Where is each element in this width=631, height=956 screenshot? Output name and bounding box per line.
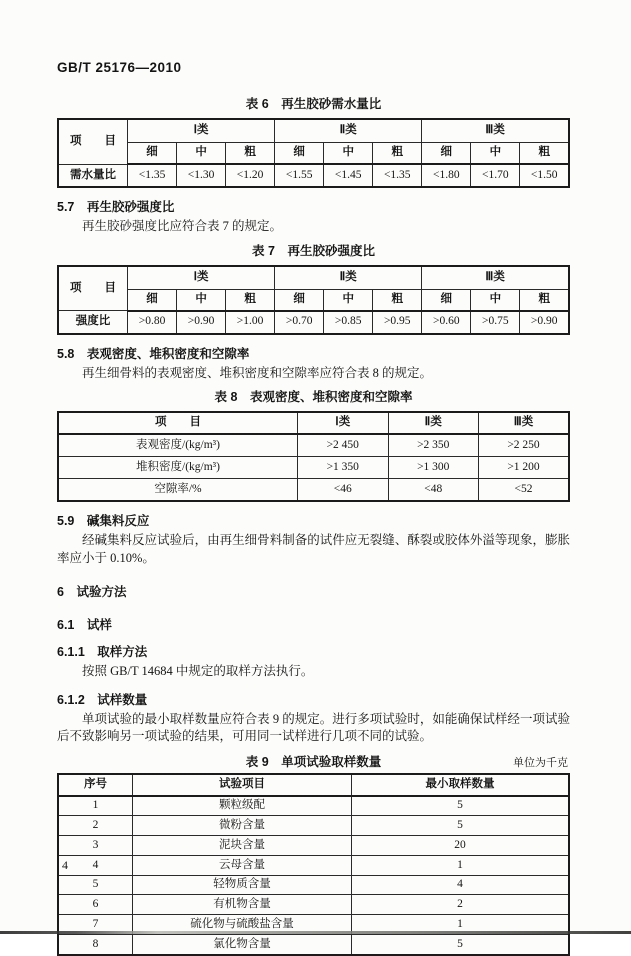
table-cell: 5 xyxy=(352,796,570,816)
table-row xyxy=(58,935,569,955)
table-cell: >1 350 xyxy=(298,457,389,479)
table6-title: 表 6 再生胶砂需水量比 xyxy=(245,97,382,111)
table-cell: 1 xyxy=(352,915,570,935)
table8-header-item: 项 目 xyxy=(58,412,298,434)
table-cell: >2 450 xyxy=(298,434,389,457)
table-cell: 5 xyxy=(352,935,570,955)
table6-grade-header: 细 xyxy=(275,143,324,165)
table9 xyxy=(57,773,570,956)
table6-grade-header: 中 xyxy=(177,143,226,165)
table-cell: 8 xyxy=(58,935,133,955)
table-cell: 硫化物与硫酸盐含量 xyxy=(133,915,352,935)
table7-title: 表 7 再生胶砂强度比 xyxy=(252,243,375,258)
table-cell: >2 250 xyxy=(479,434,570,457)
table7-item-header: 项 目 xyxy=(58,266,128,311)
table7-class-3: Ⅲ类 xyxy=(422,266,569,290)
table9-title: 表 9 单项试验取样数量 xyxy=(245,754,382,769)
table-row xyxy=(58,164,569,187)
table7-class-2: Ⅱ类 xyxy=(275,266,422,290)
table-cell: 泥块含量 xyxy=(133,836,352,856)
table7-grade-header: 粗 xyxy=(226,289,275,311)
table-cell: <46 xyxy=(298,479,389,502)
table7-grade-header: 细 xyxy=(275,289,324,311)
table7-grade-header: 中 xyxy=(177,289,226,311)
table-cell: 堆积密度/(kg/m³) xyxy=(58,457,298,479)
table8 xyxy=(57,411,570,502)
table-cell: <1.45 xyxy=(324,164,373,187)
scan-edge-artifact xyxy=(0,931,631,934)
table7-grade-header: 粗 xyxy=(373,289,422,311)
table8-header-class-3: Ⅲ类 xyxy=(479,412,570,434)
table6-grade-header: 细 xyxy=(128,143,177,165)
table-cell: >0.60 xyxy=(422,311,471,334)
table8-title: 表 8 表观密度、堆积密度和空隙率 xyxy=(214,390,413,404)
table-row xyxy=(58,457,569,479)
table-cell: <1.35 xyxy=(373,164,422,187)
table-cell: <1.30 xyxy=(177,164,226,187)
table-cell: 氯化物含量 xyxy=(133,935,352,955)
table8-header-class-2: Ⅱ类 xyxy=(388,412,479,434)
table-row xyxy=(58,311,569,334)
table-row xyxy=(58,479,569,502)
table-row xyxy=(58,836,569,856)
doc-number: GB/T 25176—2010 xyxy=(57,60,182,75)
section-heading-5-7: 5.7 再生胶砂强度比 xyxy=(57,200,175,214)
table9-caption-line xyxy=(57,752,570,768)
paragraph-5-7: 再生胶砂强度比应符合表 7 的规定。 xyxy=(82,219,283,233)
table7-class-1: Ⅰ类 xyxy=(128,266,275,290)
table7-grade-header: 细 xyxy=(128,289,177,311)
table-row xyxy=(58,796,569,816)
table-cell: 有机物含量 xyxy=(133,895,352,915)
table-cell: 5 xyxy=(352,816,570,836)
table6 xyxy=(57,118,570,188)
section-heading-5-8: 5.8 表观密度、堆积密度和空隙率 xyxy=(57,346,250,361)
table6-grade-header: 中 xyxy=(471,143,520,165)
table7-grade-header: 中 xyxy=(471,289,520,311)
table-row xyxy=(58,875,569,895)
table-cell: <1.55 xyxy=(275,164,324,187)
table-cell: 1 xyxy=(58,796,133,816)
table-cell: 3 xyxy=(58,836,133,856)
table-cell: <1.50 xyxy=(520,164,569,187)
paragraph-6-1-1: 按照 GB/T 14684 中规定的取样方法执行。 xyxy=(82,664,314,678)
table6-class-1: Ⅰ类 xyxy=(128,119,275,143)
section-heading-6: 6 试验方法 xyxy=(57,585,127,599)
table6-grade-header: 粗 xyxy=(373,143,422,165)
table6-class-2: Ⅱ类 xyxy=(275,119,422,143)
table-cell: 7 xyxy=(58,915,133,935)
section-heading-6-1: 6.1 试样 xyxy=(57,618,112,632)
table-cell: 空隙率/% xyxy=(58,479,298,502)
table6-grade-header: 粗 xyxy=(226,143,275,165)
table-cell: <48 xyxy=(388,479,479,502)
table-cell: 云母含量 xyxy=(133,855,352,875)
table9-header-no: 序号 xyxy=(58,774,133,796)
table-cell: <1.70 xyxy=(471,164,520,187)
paragraph-5-9: 经碱集料反应试验后，由再生细骨料制备的试件应无裂缝、酥裂或胶体外溢等现象，膨胀率应小于 0.10%。 xyxy=(57,533,570,565)
table6-row-label: 需水量比 xyxy=(58,164,128,187)
table9-header-qty: 最小取样数量 xyxy=(352,774,570,796)
table6-class-3: Ⅲ类 xyxy=(422,119,569,143)
table-cell: 20 xyxy=(352,836,570,856)
table-cell: 轻物质含量 xyxy=(133,875,352,895)
table-cell: >0.75 xyxy=(471,311,520,334)
table-cell: 1 xyxy=(352,855,570,875)
table-row xyxy=(58,816,569,836)
table-cell: >0.80 xyxy=(128,311,177,334)
table-cell: 2 xyxy=(58,816,133,836)
table7-row-label: 强度比 xyxy=(58,311,128,334)
table-cell: 4 xyxy=(58,855,133,875)
table-cell: >0.85 xyxy=(324,311,373,334)
table7-grade-header: 中 xyxy=(324,289,373,311)
table-cell: 2 xyxy=(352,895,570,915)
table-cell: >0.70 xyxy=(275,311,324,334)
table7-grade-header: 细 xyxy=(422,289,471,311)
table-cell: >0.90 xyxy=(177,311,226,334)
table-row xyxy=(58,434,569,457)
page-number: 4 xyxy=(62,858,68,872)
table9-header-item: 试验项目 xyxy=(133,774,352,796)
table8-header-class-1: Ⅰ类 xyxy=(298,412,389,434)
paragraph-6-1-2: 单项试验的最小取样数量应符合表 9 的规定。进行多项试验时，如能确保试样经一项试验后不致影响另一项试验的结果，可用同一试样进行几项不同的试验。 xyxy=(57,711,570,743)
table9-unit-note: 单位为千克 xyxy=(513,756,568,769)
table-cell: >0.90 xyxy=(520,311,569,334)
section-heading-5-9: 5.9 碱集料反应 xyxy=(57,514,150,528)
table-cell: >1 200 xyxy=(479,457,570,479)
table-cell: >1.00 xyxy=(226,311,275,334)
table-cell: 颗粒级配 xyxy=(133,796,352,816)
table-cell: >0.95 xyxy=(373,311,422,334)
table-row xyxy=(58,895,569,915)
table-cell: <1.20 xyxy=(226,164,275,187)
table-cell: 5 xyxy=(58,875,133,895)
table-cell: 6 xyxy=(58,895,133,915)
table6-grade-header: 中 xyxy=(324,143,373,165)
table7-grade-header: 粗 xyxy=(520,289,569,311)
table-cell: <1.80 xyxy=(422,164,471,187)
table-cell: >1 300 xyxy=(388,457,479,479)
table-cell: 微粉含量 xyxy=(133,816,352,836)
table6-item-header: 项 目 xyxy=(58,119,128,164)
table6-grade-header: 细 xyxy=(422,143,471,165)
table7 xyxy=(57,265,570,335)
table-cell: 4 xyxy=(352,875,570,895)
page-content xyxy=(57,60,570,956)
table-row xyxy=(58,855,569,875)
table-cell: <1.35 xyxy=(128,164,177,187)
table6-grade-header: 粗 xyxy=(520,143,569,165)
table-cell: >2 350 xyxy=(388,434,479,457)
paragraph-5-8: 再生细骨料的表观密度、堆积密度和空隙率应符合表 8 的规定。 xyxy=(82,365,433,380)
table-cell: <52 xyxy=(479,479,570,502)
table-cell: 表观密度/(kg/m³) xyxy=(58,434,298,457)
section-heading-6-1-1: 6.1.1 取样方法 xyxy=(57,645,148,659)
section-heading-6-1-2: 6.1.2 试样数量 xyxy=(57,692,148,707)
